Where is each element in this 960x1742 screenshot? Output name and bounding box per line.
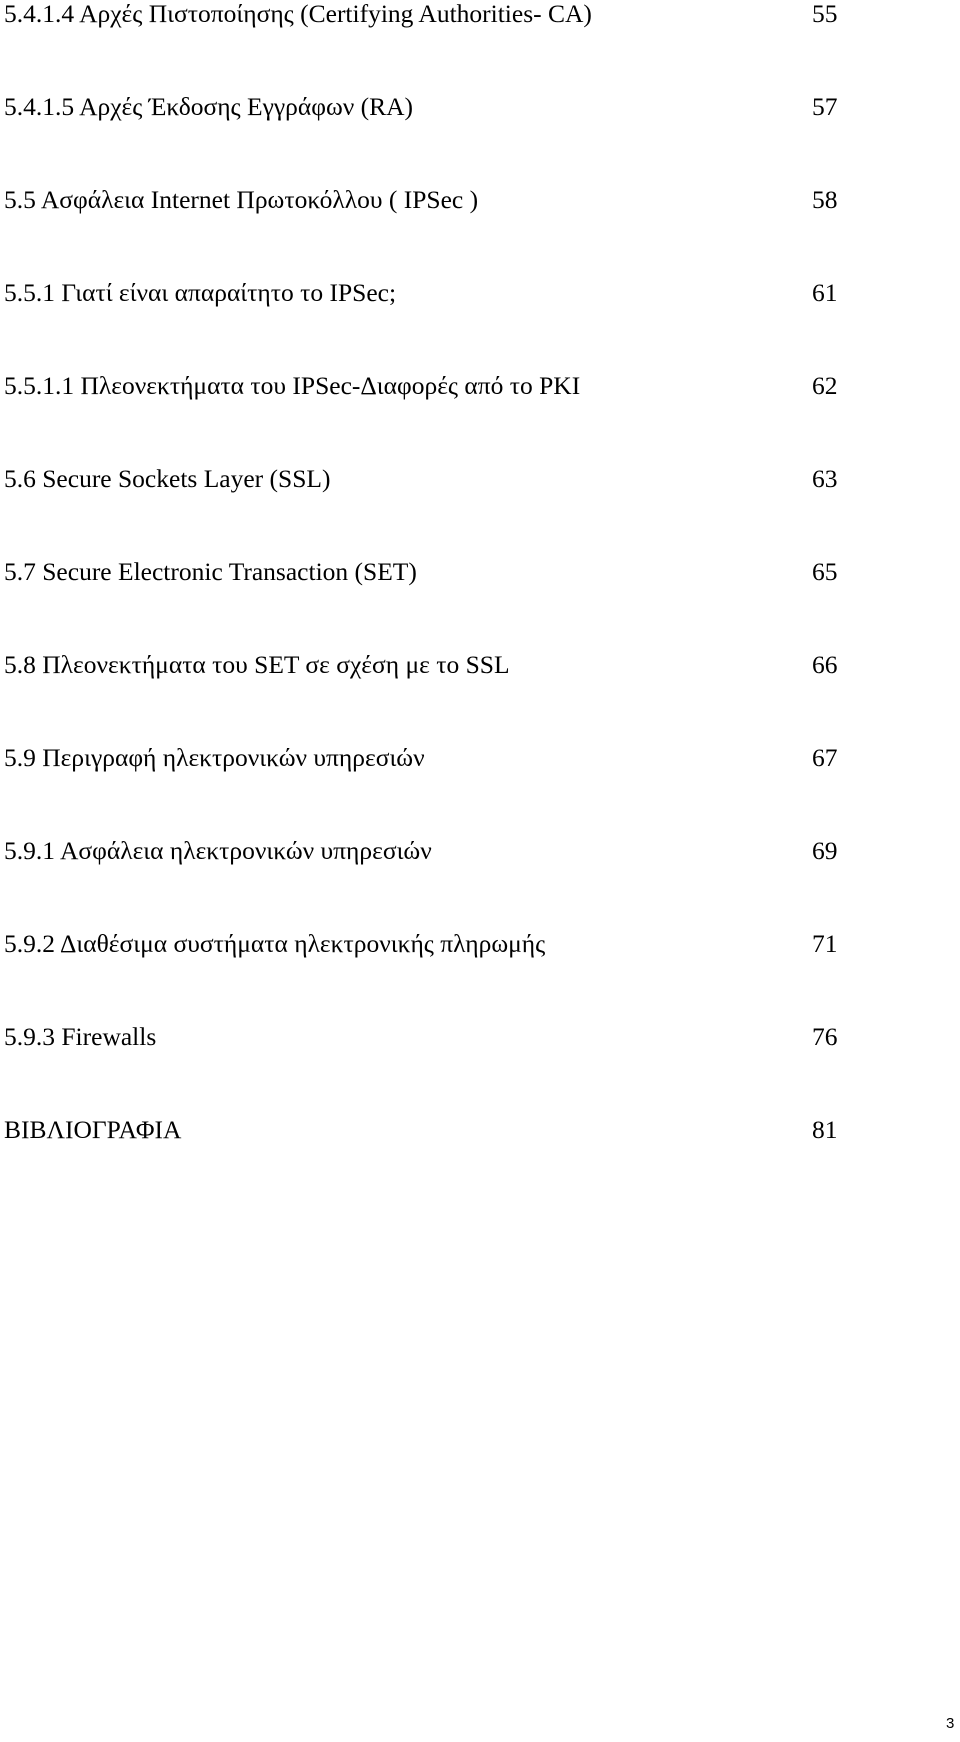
toc-entry-page: 62 [812, 371, 838, 400]
toc-entry-page: 69 [812, 836, 838, 865]
toc-entry [0, 273, 960, 313]
toc-entry [0, 924, 960, 964]
toc-entry-page: 55 [812, 0, 838, 28]
toc-entry-title: 5.8 Πλεονεκτήματα του SET σε σχέση με το SSL [4, 650, 510, 679]
toc-entry-title: 5.7 Secure Electronic Transaction (SET) [4, 557, 417, 586]
toc-entry-title: 5.6 Secure Sockets Layer (SSL) [4, 464, 331, 493]
toc-entry [0, 1110, 960, 1150]
toc-entry [0, 459, 960, 499]
toc-entry-page: 63 [812, 464, 838, 493]
toc-entry-page: 81 [812, 1115, 838, 1144]
toc-entry-page: 65 [812, 557, 838, 586]
toc-entry [0, 1017, 960, 1057]
toc-entry-title: ΒΙΒΛΙΟΓΡΑΦΙΑ [4, 1115, 182, 1144]
toc-entry [0, 180, 960, 220]
toc-entry-title: 5.9.3 Firewalls [4, 1022, 157, 1051]
toc-entry-page: 71 [812, 929, 838, 958]
toc-entry-title: 5.9.2 Διαθέσιμα συστήματα ηλεκτρονικής πληρωμής [4, 929, 546, 958]
toc-entry-page: 61 [812, 278, 838, 307]
toc-entry [0, 0, 960, 34]
toc-entry [0, 552, 960, 592]
toc-entry-page: 57 [812, 92, 838, 121]
toc-entry-title: 5.5.1 Γιατί είναι απαραίτητο το IPSec; [4, 278, 397, 307]
page-number: 3 [946, 1715, 955, 1732]
toc-entry [0, 366, 960, 406]
toc-entry-page: 58 [812, 185, 838, 214]
toc-entry-title: 5.9.1 Ασφάλεια ηλεκτρονικών υπηρεσιών [4, 836, 432, 865]
toc-entry-page: 67 [812, 743, 838, 772]
toc-entry-title: 5.5 Ασφάλεια Internet Πρωτοκόλλου ( IPSec ) [4, 185, 479, 214]
toc-entry-title: 5.9 Περιγραφή ηλεκτρονικών υπηρεσιών [4, 743, 425, 772]
toc-entry-title: 5.5.1.1 Πλεονεκτήματα του IPSec-Διαφορές από το PKI [4, 371, 581, 400]
toc-entry [0, 738, 960, 778]
toc-entry-page: 76 [812, 1022, 838, 1051]
toc-entry [0, 87, 960, 127]
toc-entry-title: 5.4.1.5 Αρχές Έκδοσης Εγγράφων (RA) [4, 92, 414, 121]
toc-entry-page: 66 [812, 650, 838, 679]
toc-entry-title: 5.4.1.4 Αρχές Πιστοποίησης (Certifying Authorities- CA) [4, 0, 592, 28]
toc-entry [0, 831, 960, 871]
toc-entry [0, 645, 960, 685]
